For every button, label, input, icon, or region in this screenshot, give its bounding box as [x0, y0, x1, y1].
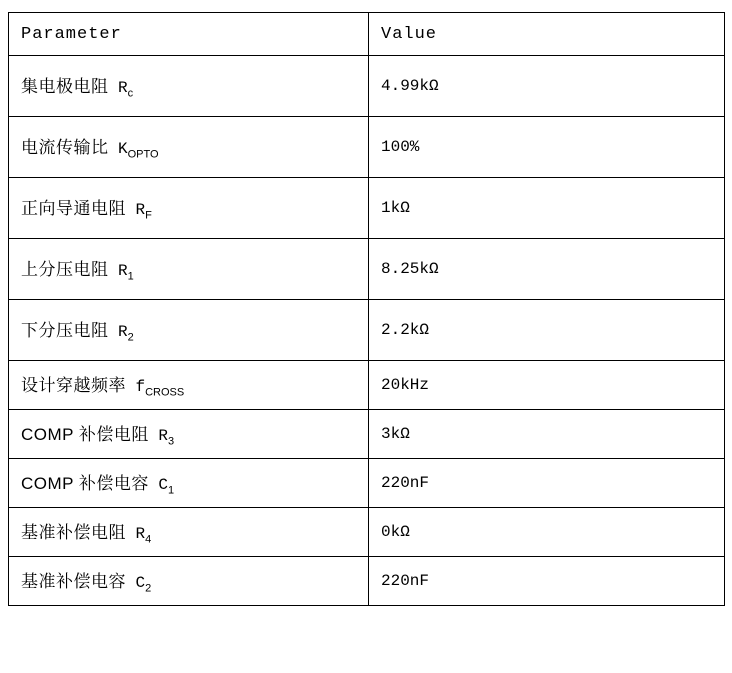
parameter-cell	[9, 410, 369, 459]
parameter-label: COMP 补偿电容	[21, 474, 149, 494]
parameter-symbol: C	[135, 574, 146, 593]
parameter-label: 电流传输比	[21, 138, 109, 158]
parameter-label: 设计穿越频率	[21, 376, 126, 396]
parameter-cell	[9, 239, 369, 300]
parameter-label: COMP 补偿电阻	[21, 425, 149, 445]
parameter-cell	[9, 508, 369, 557]
table-row	[9, 300, 725, 361]
table-header-row	[9, 13, 725, 56]
parameter-label: 基准补偿电容	[21, 572, 126, 592]
column-header-parameter: Parameter	[9, 13, 369, 56]
table-row	[9, 508, 725, 557]
value-cell: 3kΩ	[369, 410, 725, 459]
parameter-cell	[9, 117, 369, 178]
parameter-symbol-subscript: 3	[167, 435, 175, 448]
parameter-symbol-subscript: 2	[127, 331, 134, 344]
parameter-symbol: R	[117, 323, 128, 342]
parameter-symbol-subscript: c	[127, 87, 134, 100]
parameter-symbol: R	[117, 262, 128, 281]
value-cell: 2.2kΩ	[369, 300, 725, 361]
parameter-label: 集电极电阻	[21, 77, 109, 97]
parameter-cell	[9, 300, 369, 361]
parameter-symbol-subscript: 4	[145, 533, 152, 546]
parameter-symbol-subscript: F	[145, 209, 152, 222]
parameter-symbol-subscript: OPTO	[127, 148, 159, 161]
value-cell: 100%	[369, 117, 725, 178]
parameter-symbol: R	[117, 79, 128, 98]
value-cell: 1kΩ	[369, 178, 725, 239]
table-row	[9, 410, 725, 459]
column-header-value: Value	[369, 13, 725, 56]
table-row	[9, 117, 725, 178]
parameter-value-table	[8, 12, 725, 606]
table-row	[9, 459, 725, 508]
value-cell: 4.99kΩ	[369, 56, 725, 117]
parameter-cell	[9, 459, 369, 508]
parameter-symbol-subscript: CROSS	[145, 386, 185, 399]
parameter-cell	[9, 361, 369, 410]
parameter-symbol-subscript: 1	[167, 484, 175, 497]
parameter-label: 基准补偿电阻	[21, 523, 126, 543]
table-header	[9, 13, 725, 56]
parameter-label: 正向导通电阻	[21, 199, 126, 219]
parameter-symbol: f	[135, 378, 146, 397]
parameter-cell	[9, 56, 369, 117]
value-cell: 8.25kΩ	[369, 239, 725, 300]
value-cell: 0kΩ	[369, 508, 725, 557]
parameter-symbol: K	[117, 140, 128, 159]
table-row	[9, 557, 725, 606]
table-row	[9, 239, 725, 300]
value-cell: 220nF	[369, 557, 725, 606]
parameter-symbol: C	[158, 476, 168, 495]
parameter-symbol: R	[135, 525, 146, 544]
table-row	[9, 56, 725, 117]
table-row	[9, 361, 725, 410]
parameter-symbol-subscript: 2	[145, 582, 152, 595]
parameter-symbol: R	[135, 201, 146, 220]
value-cell: 20kHz	[369, 361, 725, 410]
parameter-label: 下分压电阻	[21, 321, 109, 341]
value-cell: 220nF	[369, 459, 725, 508]
parameter-symbol: R	[158, 427, 168, 446]
parameter-cell	[9, 178, 369, 239]
parameter-cell	[9, 557, 369, 606]
table-body	[9, 56, 725, 606]
table-row	[9, 178, 725, 239]
parameter-label: 上分压电阻	[21, 260, 109, 280]
parameter-symbol-subscript: 1	[127, 270, 134, 283]
